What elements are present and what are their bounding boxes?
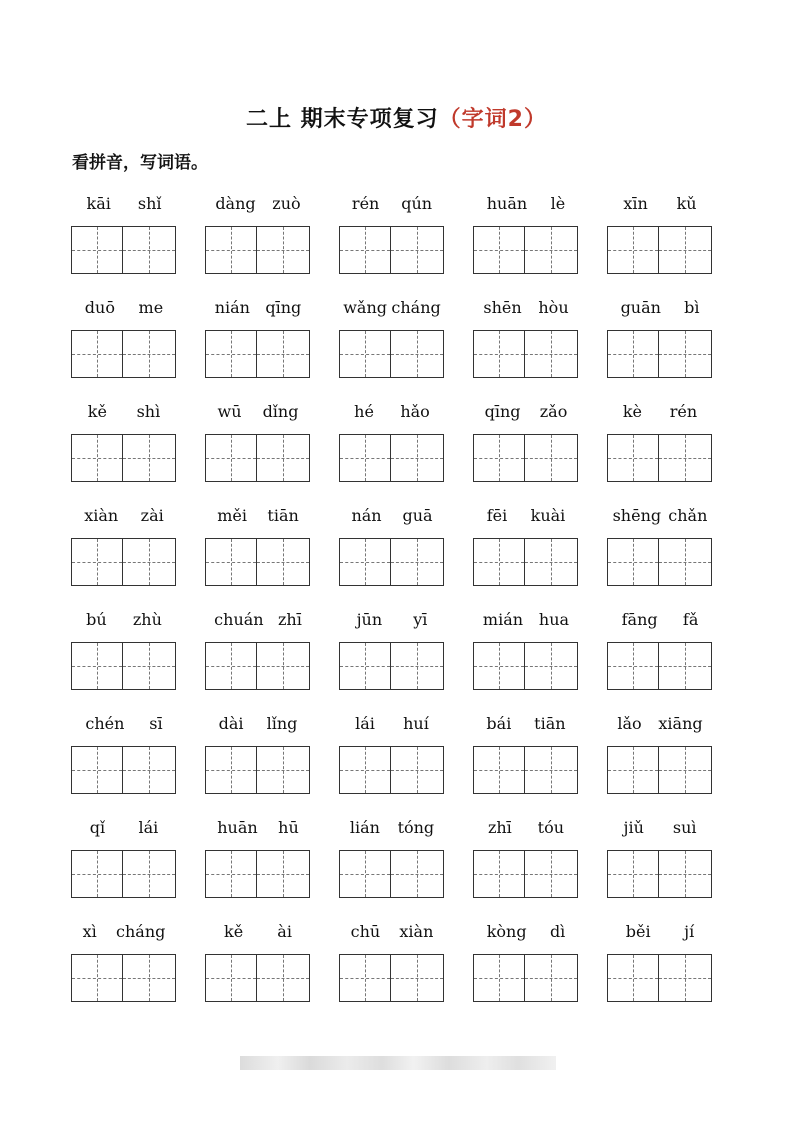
- tian-zi-ge-cell[interactable]: [525, 226, 578, 274]
- word-item: [205, 292, 311, 396]
- pinyin-syllable: xì: [82, 921, 97, 941]
- pinyin-syllable: wǎng: [343, 297, 387, 317]
- tian-zi-ge-cell[interactable]: [123, 434, 176, 482]
- writing-boxes: [339, 434, 445, 482]
- tian-zi-ge-cell[interactable]: [525, 642, 578, 690]
- pinyin: [339, 708, 445, 738]
- pinyin: [205, 292, 311, 322]
- tian-zi-ge-cell[interactable]: [257, 330, 310, 378]
- pinyin-syllable: zhī: [277, 609, 302, 629]
- pinyin-syllable: kāi: [86, 193, 111, 213]
- tian-zi-ge-cell[interactable]: [123, 538, 176, 586]
- pinyin-syllable: cháng: [116, 921, 166, 941]
- word-item: [473, 500, 579, 604]
- pinyin: [205, 500, 311, 530]
- exercise-row: [71, 708, 713, 812]
- word-item: [71, 604, 177, 708]
- tian-zi-ge-cell[interactable]: [257, 538, 310, 586]
- tian-zi-ge-cell[interactable]: [71, 330, 123, 378]
- tian-zi-ge-cell[interactable]: [607, 330, 659, 378]
- pinyin-syllable: fǎ: [682, 609, 699, 629]
- tian-zi-ge-cell[interactable]: [391, 226, 444, 274]
- pinyin: [205, 812, 311, 842]
- word-item: [339, 812, 445, 916]
- pinyin-syllable: jiǔ: [623, 817, 644, 837]
- writing-boxes: [473, 642, 579, 690]
- writing-boxes: [607, 746, 713, 794]
- writing-boxes: [473, 226, 579, 274]
- pinyin-syllable: hòu: [538, 297, 569, 317]
- tian-zi-ge-cell[interactable]: [659, 434, 712, 482]
- word-item: [607, 708, 713, 812]
- pinyin: [71, 396, 177, 426]
- tian-zi-ge-cell[interactable]: [473, 642, 525, 690]
- pinyin-syllable: kě: [224, 921, 244, 941]
- pinyin-syllable: rén: [351, 193, 380, 213]
- tian-zi-ge-cell[interactable]: [205, 434, 257, 482]
- pinyin-syllable: dì: [549, 921, 566, 941]
- writing-boxes: [339, 850, 445, 898]
- word-item: [473, 292, 579, 396]
- writing-boxes: [473, 330, 579, 378]
- word-item: [339, 188, 445, 292]
- word-item: [71, 292, 177, 396]
- pinyin-syllable: dàng: [215, 193, 256, 213]
- pinyin-syllable: zài: [140, 505, 164, 525]
- tian-zi-ge-cell[interactable]: [473, 746, 525, 794]
- tian-zi-ge-cell[interactable]: [391, 330, 444, 378]
- word-item: [339, 292, 445, 396]
- writing-boxes: [607, 434, 713, 482]
- writing-boxes: [607, 330, 713, 378]
- exercise-grid: [71, 188, 713, 1020]
- pinyin: [607, 500, 713, 530]
- pinyin-syllable: huí: [403, 713, 429, 733]
- writing-boxes: [71, 954, 177, 1002]
- tian-zi-ge-cell[interactable]: [473, 434, 525, 482]
- tian-zi-ge-cell[interactable]: [71, 226, 123, 274]
- pinyin: [607, 604, 713, 634]
- tian-zi-ge-cell[interactable]: [473, 954, 525, 1002]
- tian-zi-ge-cell[interactable]: [205, 746, 257, 794]
- pinyin-syllable: běi: [625, 921, 651, 941]
- word-item: [339, 708, 445, 812]
- tian-zi-ge-cell[interactable]: [607, 642, 659, 690]
- tian-zi-ge-cell[interactable]: [473, 850, 525, 898]
- exercise-row: [71, 604, 713, 708]
- pinyin: [71, 292, 177, 322]
- writing-boxes: [205, 850, 311, 898]
- pinyin: [607, 812, 713, 842]
- pinyin-syllable: ài: [277, 921, 292, 941]
- pinyin: [205, 188, 311, 218]
- pinyin-syllable: kè: [622, 401, 643, 421]
- writing-boxes: [71, 538, 177, 586]
- pinyin-syllable: hǎo: [400, 401, 430, 421]
- pinyin-syllable: chǎn: [668, 505, 708, 525]
- pinyin: [71, 916, 177, 946]
- pinyin-syllable: shēng: [612, 505, 662, 525]
- word-item: [473, 396, 579, 500]
- pinyin-syllable: xīn: [623, 193, 648, 213]
- pinyin-syllable: xiàn: [84, 505, 119, 525]
- writing-boxes: [205, 434, 311, 482]
- pinyin-syllable: měi: [217, 505, 247, 525]
- word-item: [607, 292, 713, 396]
- tian-zi-ge-cell[interactable]: [257, 642, 310, 690]
- writing-boxes: [205, 642, 311, 690]
- writing-boxes: [205, 538, 311, 586]
- pinyin-syllable: bì: [684, 297, 700, 317]
- pinyin: [71, 812, 177, 842]
- pinyin-syllable: kǔ: [676, 193, 697, 213]
- title-accent: （字词2）: [438, 107, 547, 132]
- writing-boxes: [473, 954, 579, 1002]
- pinyin-syllable: me: [138, 297, 164, 317]
- tian-zi-ge-cell[interactable]: [123, 746, 176, 794]
- writing-boxes: [607, 850, 713, 898]
- tian-zi-ge-cell[interactable]: [607, 226, 659, 274]
- pinyin-syllable: zhù: [132, 609, 162, 629]
- word-item: [71, 396, 177, 500]
- pinyin-syllable: fēi: [486, 505, 508, 525]
- writing-boxes: [205, 226, 311, 274]
- pinyin-syllable: huān: [486, 193, 528, 213]
- pinyin-syllable: hua: [538, 609, 570, 629]
- pinyin: [339, 292, 445, 322]
- exercise-row: [71, 292, 713, 396]
- writing-boxes: [339, 954, 445, 1002]
- tian-zi-ge-cell[interactable]: [659, 226, 712, 274]
- pinyin-syllable: nán: [351, 505, 382, 525]
- pinyin-syllable: bú: [86, 609, 107, 629]
- pinyin: [339, 396, 445, 426]
- writing-boxes: [205, 330, 311, 378]
- pinyin-syllable: tóu: [537, 817, 565, 837]
- word-item: [339, 916, 445, 1020]
- word-item: [71, 188, 177, 292]
- tian-zi-ge-cell[interactable]: [607, 434, 659, 482]
- pinyin-syllable: qīng: [484, 401, 521, 421]
- pinyin: [71, 604, 177, 634]
- tian-zi-ge-cell[interactable]: [659, 746, 712, 794]
- writing-boxes: [607, 954, 713, 1002]
- word-item: [71, 812, 177, 916]
- pinyin-syllable: nián: [214, 297, 250, 317]
- pinyin-syllable: mián: [482, 609, 524, 629]
- exercise-row: [71, 916, 713, 1020]
- tian-zi-ge-cell[interactable]: [659, 954, 712, 1002]
- pinyin: [205, 604, 311, 634]
- writing-boxes: [473, 538, 579, 586]
- tian-zi-ge-cell[interactable]: [525, 746, 578, 794]
- tian-zi-ge-cell[interactable]: [257, 746, 310, 794]
- writing-boxes: [339, 746, 445, 794]
- pinyin: [339, 916, 445, 946]
- tian-zi-ge-cell[interactable]: [659, 330, 712, 378]
- writing-boxes: [607, 642, 713, 690]
- pinyin-syllable: chén: [85, 713, 125, 733]
- tian-zi-ge-cell[interactable]: [71, 434, 123, 482]
- tian-zi-ge-cell[interactable]: [205, 330, 257, 378]
- pinyin-syllable: duō: [84, 297, 115, 317]
- word-item: [339, 604, 445, 708]
- word-item: [205, 708, 311, 812]
- pinyin-syllable: lǐng: [266, 713, 298, 733]
- tian-zi-ge-cell[interactable]: [205, 642, 257, 690]
- tian-zi-ge-cell[interactable]: [607, 850, 659, 898]
- pinyin: [607, 916, 713, 946]
- pinyin-syllable: qún: [401, 193, 433, 213]
- pinyin: [205, 708, 311, 738]
- writing-boxes: [71, 642, 177, 690]
- writing-boxes: [71, 434, 177, 482]
- pinyin-syllable: guā: [402, 505, 433, 525]
- pinyin-syllable: dǐng: [262, 401, 299, 421]
- pinyin-syllable: qǐ: [89, 817, 106, 837]
- pinyin-syllable: tiān: [267, 505, 299, 525]
- tian-zi-ge-cell[interactable]: [205, 850, 257, 898]
- page-title: [0, 102, 793, 133]
- word-item: [607, 188, 713, 292]
- tian-zi-ge-cell[interactable]: [659, 538, 712, 586]
- tian-zi-ge-cell[interactable]: [473, 226, 525, 274]
- pinyin-syllable: lè: [550, 193, 566, 213]
- pinyin-syllable: guān: [620, 297, 661, 317]
- tian-zi-ge-cell[interactable]: [339, 850, 391, 898]
- tian-zi-ge-cell[interactable]: [71, 746, 123, 794]
- exercise-instruction: 看拼音，写词语。: [72, 153, 208, 173]
- tian-zi-ge-cell[interactable]: [391, 850, 444, 898]
- pinyin-syllable: fāng: [621, 609, 658, 629]
- pinyin-syllable: kě: [87, 401, 107, 421]
- word-item: [473, 916, 579, 1020]
- title-main: 二上 期末专项复习: [246, 107, 439, 132]
- tian-zi-ge-cell[interactable]: [525, 538, 578, 586]
- pinyin-syllable: jí: [684, 921, 695, 941]
- tian-zi-ge-cell[interactable]: [339, 330, 391, 378]
- tian-zi-ge-cell[interactable]: [339, 954, 391, 1002]
- pinyin: [71, 500, 177, 530]
- tian-zi-ge-cell[interactable]: [607, 538, 659, 586]
- tian-zi-ge-cell[interactable]: [659, 642, 712, 690]
- pinyin-syllable: huān: [217, 817, 258, 837]
- pinyin: [607, 292, 713, 322]
- pinyin-syllable: cháng: [391, 297, 441, 317]
- word-item: [607, 500, 713, 604]
- tian-zi-ge-cell[interactable]: [473, 330, 525, 378]
- pinyin-syllable: tiān: [534, 713, 566, 733]
- word-item: [607, 396, 713, 500]
- pinyin: [339, 604, 445, 634]
- tian-zi-ge-cell[interactable]: [525, 434, 578, 482]
- pinyin-syllable: xiàn: [399, 921, 434, 941]
- tian-zi-ge-cell[interactable]: [391, 434, 444, 482]
- tian-zi-ge-cell[interactable]: [391, 538, 444, 586]
- tian-zi-ge-cell[interactable]: [473, 538, 525, 586]
- tian-zi-ge-cell[interactable]: [123, 226, 176, 274]
- exercise-row: [71, 812, 713, 916]
- tian-zi-ge-cell[interactable]: [391, 746, 444, 794]
- pinyin-syllable: hé: [354, 401, 374, 421]
- tian-zi-ge-cell[interactable]: [607, 746, 659, 794]
- word-item: [71, 708, 177, 812]
- word-item: [339, 396, 445, 500]
- pinyin-syllable: chū: [350, 921, 381, 941]
- pinyin-syllable: kòng: [486, 921, 527, 941]
- pinyin-syllable: lián: [349, 817, 380, 837]
- exercise-row: [71, 396, 713, 500]
- pinyin-syllable: dài: [218, 713, 244, 733]
- tian-zi-ge-cell[interactable]: [391, 954, 444, 1002]
- writing-boxes: [473, 434, 579, 482]
- pinyin-syllable: bái: [486, 713, 512, 733]
- tian-zi-ge-cell[interactable]: [525, 850, 578, 898]
- writing-boxes: [339, 642, 445, 690]
- writing-boxes: [71, 850, 177, 898]
- pinyin: [473, 292, 579, 322]
- tian-zi-ge-cell[interactable]: [71, 850, 123, 898]
- pinyin-syllable: rén: [669, 401, 698, 421]
- pinyin-syllable: qīng: [265, 297, 302, 317]
- exercise-row: [71, 188, 713, 292]
- pinyin: [339, 812, 445, 842]
- pinyin: [71, 188, 177, 218]
- tian-zi-ge-cell[interactable]: [659, 850, 712, 898]
- tian-zi-ge-cell[interactable]: [525, 954, 578, 1002]
- writing-boxes: [607, 226, 713, 274]
- pinyin: [607, 396, 713, 426]
- blurred-footer: [240, 1056, 556, 1070]
- pinyin-syllable: sī: [149, 713, 163, 733]
- word-item: [205, 916, 311, 1020]
- pinyin-syllable: chuán: [214, 609, 264, 629]
- pinyin: [473, 812, 579, 842]
- pinyin: [473, 396, 579, 426]
- pinyin: [473, 916, 579, 946]
- pinyin: [339, 500, 445, 530]
- pinyin-syllable: suì: [672, 817, 697, 837]
- pinyin-syllable: tóng: [397, 817, 435, 837]
- pinyin: [473, 604, 579, 634]
- pinyin-syllable: lái: [138, 817, 159, 837]
- tian-zi-ge-cell[interactable]: [71, 538, 123, 586]
- tian-zi-ge-cell[interactable]: [257, 434, 310, 482]
- pinyin: [71, 708, 177, 738]
- pinyin: [339, 188, 445, 218]
- tian-zi-ge-cell[interactable]: [123, 330, 176, 378]
- word-item: [205, 604, 311, 708]
- word-item: [607, 916, 713, 1020]
- word-item: [473, 604, 579, 708]
- pinyin-syllable: shǐ: [137, 193, 162, 213]
- writing-boxes: [473, 746, 579, 794]
- word-item: [205, 396, 311, 500]
- tian-zi-ge-cell[interactable]: [339, 226, 391, 274]
- pinyin-syllable: wū: [217, 401, 242, 421]
- pinyin-syllable: lǎo: [617, 713, 642, 733]
- tian-zi-ge-cell[interactable]: [257, 954, 310, 1002]
- writing-boxes: [473, 850, 579, 898]
- word-item: [71, 916, 177, 1020]
- word-item: [607, 812, 713, 916]
- word-item: [473, 812, 579, 916]
- writing-boxes: [71, 746, 177, 794]
- tian-zi-ge-cell[interactable]: [205, 538, 257, 586]
- tian-zi-ge-cell[interactable]: [71, 954, 123, 1002]
- word-item: [473, 708, 579, 812]
- word-item: [205, 812, 311, 916]
- tian-zi-ge-cell[interactable]: [257, 850, 310, 898]
- pinyin-syllable: yī: [413, 609, 428, 629]
- writing-boxes: [607, 538, 713, 586]
- pinyin-syllable: xiāng: [658, 713, 703, 733]
- tian-zi-ge-cell[interactable]: [123, 954, 176, 1002]
- tian-zi-ge-cell[interactable]: [123, 850, 176, 898]
- pinyin: [473, 188, 579, 218]
- tian-zi-ge-cell[interactable]: [339, 434, 391, 482]
- pinyin-syllable: hū: [278, 817, 299, 837]
- exercise-row: [71, 500, 713, 604]
- pinyin-syllable: lái: [355, 713, 375, 733]
- writing-boxes: [339, 226, 445, 274]
- pinyin: [205, 396, 311, 426]
- writing-boxes: [71, 330, 177, 378]
- tian-zi-ge-cell[interactable]: [607, 954, 659, 1002]
- pinyin-syllable: zǎo: [539, 401, 568, 421]
- pinyin-syllable: shì: [136, 401, 161, 421]
- word-item: [473, 188, 579, 292]
- pinyin: [473, 500, 579, 530]
- word-item: [205, 500, 311, 604]
- pinyin-syllable: shēn: [483, 297, 522, 317]
- pinyin: [607, 708, 713, 738]
- writing-boxes: [339, 538, 445, 586]
- word-item: [71, 500, 177, 604]
- tian-zi-ge-cell[interactable]: [525, 330, 578, 378]
- pinyin-syllable: kuài: [530, 505, 566, 525]
- tian-zi-ge-cell[interactable]: [339, 538, 391, 586]
- tian-zi-ge-cell[interactable]: [205, 954, 257, 1002]
- tian-zi-ge-cell[interactable]: [391, 642, 444, 690]
- word-item: [607, 604, 713, 708]
- tian-zi-ge-cell[interactable]: [257, 226, 310, 274]
- writing-boxes: [205, 746, 311, 794]
- tian-zi-ge-cell[interactable]: [71, 642, 123, 690]
- tian-zi-ge-cell[interactable]: [123, 642, 176, 690]
- pinyin-syllable: zuò: [272, 193, 301, 213]
- word-item: [205, 188, 311, 292]
- pinyin: [607, 188, 713, 218]
- pinyin-syllable: zhī: [487, 817, 512, 837]
- tian-zi-ge-cell[interactable]: [339, 746, 391, 794]
- writing-boxes: [71, 226, 177, 274]
- tian-zi-ge-cell[interactable]: [205, 226, 257, 274]
- pinyin: [205, 916, 311, 946]
- pinyin-syllable: jūn: [356, 609, 383, 629]
- writing-boxes: [339, 330, 445, 378]
- word-item: [339, 500, 445, 604]
- tian-zi-ge-cell[interactable]: [339, 642, 391, 690]
- writing-boxes: [205, 954, 311, 1002]
- pinyin: [473, 708, 579, 738]
